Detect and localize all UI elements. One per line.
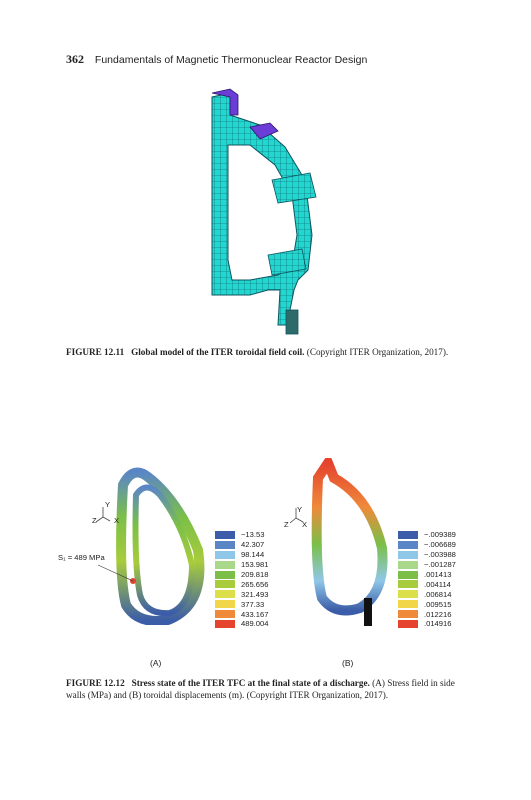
figure-12-11-caption xyxy=(66,346,466,358)
panel-a-label: (A) xyxy=(150,658,162,668)
legend-b-item: −.003988 xyxy=(398,550,456,560)
figure-12-12-label: FIGURE 12.12 xyxy=(66,678,125,688)
figure-12-12-description: (A) Stress field in side walls (MPa) and (B) toroidal displacements (m). (Copyright ITER Organization, 2017). xyxy=(66,678,455,700)
legend-a-item: 153.981 xyxy=(215,560,268,570)
running-header xyxy=(66,52,367,67)
figure-12-11-title: Global model of the ITER toroidal field coil. xyxy=(131,347,305,357)
figure-12-12-title: Stress state of the ITER TFC at the final state of a discharge. xyxy=(131,678,370,688)
legend-a-item: 377.33 xyxy=(215,599,268,609)
axis-z-label-a: Z xyxy=(92,516,97,525)
figure-12-11-label: FIGURE 12.11 xyxy=(66,347,125,357)
legend-b-item: .009515 xyxy=(398,599,456,609)
page-number: 362 xyxy=(66,52,84,66)
legend-b-item: .014916 xyxy=(398,619,456,629)
legend-a-item: −13.53 xyxy=(215,530,268,540)
figure-12-11-coil-model xyxy=(190,85,340,335)
axis-x-label-a: X xyxy=(114,516,120,525)
legend-a-item: 265.656 xyxy=(215,579,268,589)
stress-annotation: S₁ = 489 MPa xyxy=(58,553,105,562)
figure-12-11-credit: (Copyright ITER Organization, 2017). xyxy=(306,347,449,357)
legend-a-item: 42.307 xyxy=(215,540,268,550)
legend-b-item: −.001287 xyxy=(398,560,456,570)
legend-a-item: 489.004 xyxy=(215,619,268,629)
legend-a-item: 98.144 xyxy=(215,550,268,560)
running-title: Fundamentals of Magnetic Thermonuclear Reactor Design xyxy=(94,54,368,66)
legend-a-item: 209.818 xyxy=(215,570,268,580)
figure-12-12a-stress-model xyxy=(88,455,213,625)
legend-b-item: −.009389 xyxy=(398,530,456,540)
legend-b-item: .006814 xyxy=(398,589,456,599)
panel-b-label: (B) xyxy=(342,658,354,668)
legend-a xyxy=(215,530,268,629)
legend-a-item: 433.167 xyxy=(215,609,268,619)
axis-y-label-b: Y xyxy=(297,505,303,514)
axis-x-label-b: X xyxy=(302,520,308,529)
legend-b xyxy=(398,530,456,629)
axis-z-label-b: Z xyxy=(284,520,289,529)
legend-b-item: .004114 xyxy=(398,579,456,589)
legend-a-item: 321.493 xyxy=(215,589,268,599)
axis-y-label-a: Y xyxy=(105,500,111,509)
legend-b-item: .001413 xyxy=(398,570,456,580)
legend-b-item: .012216 xyxy=(398,609,456,619)
legend-b-item: −.006689 xyxy=(398,540,456,550)
figure-12-12-caption xyxy=(66,677,466,701)
figure-12-12b-displacement-model xyxy=(290,458,400,628)
